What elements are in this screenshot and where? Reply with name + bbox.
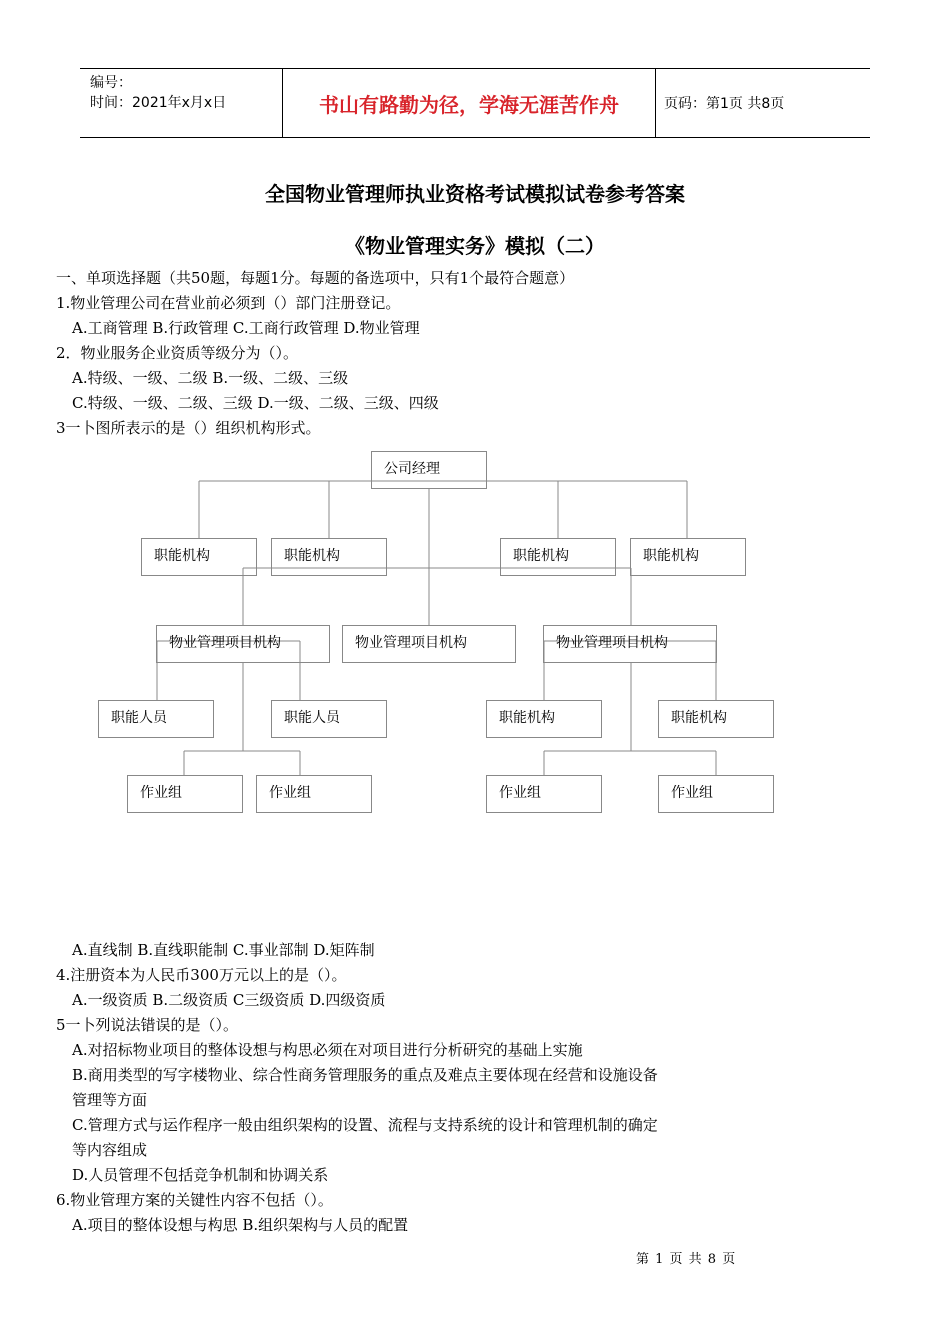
org-box-project-3: 物业管理项目机构 (543, 625, 717, 663)
page-footer: 第 1 页 共 8 页 (636, 1252, 737, 1267)
org-box-function-2: 职能机构 (271, 538, 387, 576)
number-label: 编号： (90, 75, 132, 91)
org-box-staff-2: 职能人员 (271, 700, 387, 738)
question-2-options-1: A.特级、一级、二级 B.一级、二级、三级 (72, 369, 349, 387)
question-5-option-b-line-2: 管理等方面 (72, 1091, 148, 1109)
org-box-work-3: 作业组 (486, 775, 602, 813)
question-5-option-c-line-2: 等内容组成 (72, 1141, 148, 1159)
time-label: 时间：2021年x月x日 (90, 95, 227, 111)
header-page-info: 页码：第1页 共8页 (664, 96, 785, 112)
section-heading: 一、单项选择题（共50题，每题1分。每题的备选项中，只有1个最符合题意） (56, 269, 575, 287)
org-box-work-4: 作业组 (658, 775, 774, 813)
org-box-staff-1: 职能人员 (98, 700, 214, 738)
org-box-function-1: 职能机构 (141, 538, 257, 576)
question-2-options-2: C.特级、一级、二级、三级 D.一级、二级、三级、四级 (72, 394, 439, 412)
question-1: 1.物业管理公司在营业前必须到（）部门注册登记。 (56, 294, 401, 312)
org-box-work-1: 作业组 (127, 775, 243, 813)
question-6: 6.物业管理方案的关键性内容不包括（）。 (56, 1191, 333, 1209)
org-box-function-4: 职能机构 (630, 538, 746, 576)
org-box-project-2: 物业管理项目机构 (342, 625, 516, 663)
question-6-options: A.项目的整体设想与构思 B.组织架构与人员的配置 (72, 1216, 409, 1234)
question-5-option-a: A.对招标物业项目的整体设想与构思必须在对项目进行分析研究的基础上实施 (72, 1041, 583, 1059)
question-3: 3一卜图所表示的是（）组织机构形式。 (56, 419, 321, 437)
question-3-options: A.直线制 B.直线职能制 C.事业部制 D.矩阵制 (72, 941, 375, 959)
sub-title: 《物业管理实务》模拟（二） (345, 234, 605, 258)
org-box-staff-3: 职能机构 (486, 700, 602, 738)
header-motto: 书山有路勤为径，学海无涯苦作舟 (282, 69, 656, 137)
question-5-option-b-line-1: B.商用类型的写字楼物业、综合性商务管理服务的重点及难点主要体现在经营和设施设备 (72, 1066, 658, 1084)
main-title: 全国物业管理师执业资格考试模拟试卷参考答案 (265, 182, 685, 206)
document-header (80, 68, 870, 138)
question-5-option-c-line-1: C.管理方式与运作程序一般由组织架构的设置、流程与支持系统的设计和管理机制的确定 (72, 1116, 658, 1134)
org-box-function-3: 职能机构 (500, 538, 616, 576)
org-box-staff-4: 职能机构 (658, 700, 774, 738)
question-4-options: A.一级资质 B.二级资质 C三级资质 D.四级资质 (72, 991, 386, 1009)
question-5: 5一卜列说法错误的是（）。 (56, 1016, 239, 1034)
org-box-project-1: 物业管理项目机构 (156, 625, 330, 663)
question-5-option-d: D.人员管理不包括竞争机制和协调关系 (72, 1166, 329, 1184)
org-box-work-2: 作业组 (256, 775, 372, 813)
question-2: 2．物业服务企业资质等级分为（）。 (56, 344, 299, 362)
question-1-options: A.工商管理 B.行政管理 C.工商行政管理 D.物业管理 (72, 319, 420, 337)
header-info-cell (80, 69, 282, 137)
question-4: 4.注册资本为人民币300万元以上的是（）。 (56, 966, 347, 984)
org-box-company-manager: 公司经理 (371, 451, 487, 489)
